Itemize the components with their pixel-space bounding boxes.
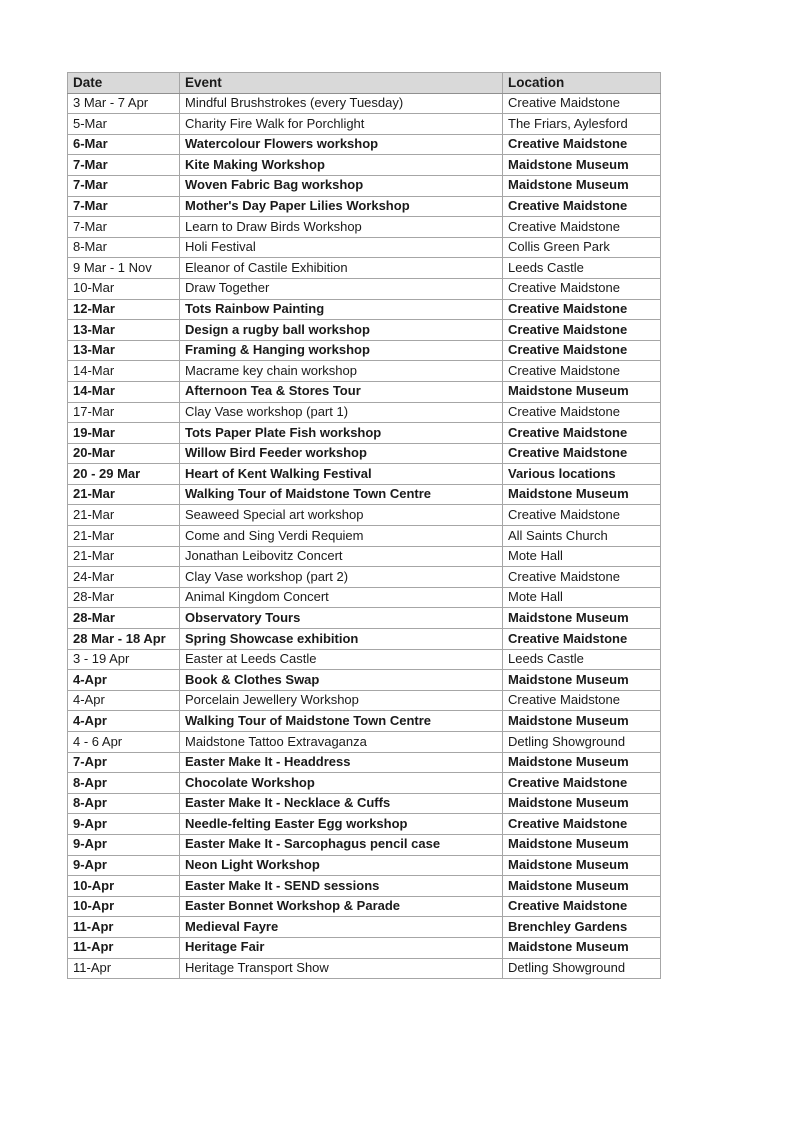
location-cell: Creative Maidstone — [503, 690, 661, 711]
column-header-date: Date — [68, 73, 180, 94]
event-cell: Kite Making Workshop — [180, 155, 503, 176]
event-cell: Chocolate Workshop — [180, 773, 503, 794]
location-cell: Creative Maidstone — [503, 217, 661, 238]
event-cell: Heart of Kent Walking Festival — [180, 464, 503, 485]
location-cell: Maidstone Museum — [503, 855, 661, 876]
table-row — [68, 649, 661, 670]
date-cell: 6-Mar — [68, 134, 180, 155]
location-cell: Creative Maidstone — [503, 814, 661, 835]
location-cell: Maidstone Museum — [503, 381, 661, 402]
event-cell: Clay Vase workshop (part 1) — [180, 402, 503, 423]
location-cell: Creative Maidstone — [503, 629, 661, 650]
table-row — [68, 278, 661, 299]
table-row — [68, 402, 661, 423]
event-cell: Easter Make It - SEND sessions — [180, 876, 503, 897]
table-row — [68, 134, 661, 155]
date-cell: 13-Mar — [68, 340, 180, 361]
header-row — [68, 73, 661, 94]
location-cell: Mote Hall — [503, 546, 661, 567]
event-cell: Tots Rainbow Painting — [180, 299, 503, 320]
location-cell: Creative Maidstone — [503, 896, 661, 917]
date-cell: 28 Mar - 18 Apr — [68, 629, 180, 650]
location-cell: Creative Maidstone — [503, 505, 661, 526]
location-cell: The Friars, Aylesford — [503, 114, 661, 135]
table-row — [68, 876, 661, 897]
event-cell: Jonathan Leibovitz Concert — [180, 546, 503, 567]
table-row — [68, 464, 661, 485]
date-cell: 8-Apr — [68, 793, 180, 814]
location-cell: Leeds Castle — [503, 258, 661, 279]
date-cell: 8-Apr — [68, 773, 180, 794]
table-row — [68, 258, 661, 279]
event-cell: Mindful Brushstrokes (every Tuesday) — [180, 93, 503, 114]
location-cell: Collis Green Park — [503, 237, 661, 258]
location-cell: Maidstone Museum — [503, 670, 661, 691]
date-cell: 28-Mar — [68, 587, 180, 608]
table-row — [68, 93, 661, 114]
event-cell: Spring Showcase exhibition — [180, 629, 503, 650]
location-cell: Maidstone Museum — [503, 711, 661, 732]
location-cell: Creative Maidstone — [503, 443, 661, 464]
table-row — [68, 114, 661, 135]
date-cell: 10-Apr — [68, 876, 180, 897]
table-row — [68, 320, 661, 341]
event-cell: Learn to Draw Birds Workshop — [180, 217, 503, 238]
location-cell: Creative Maidstone — [503, 299, 661, 320]
date-cell: 14-Mar — [68, 381, 180, 402]
date-cell: 7-Mar — [68, 196, 180, 217]
date-cell: 4-Apr — [68, 670, 180, 691]
date-cell: 9 Mar - 1 Nov — [68, 258, 180, 279]
event-cell: Afternoon Tea & Stores Tour — [180, 381, 503, 402]
location-cell: Maidstone Museum — [503, 484, 661, 505]
location-cell: Maidstone Museum — [503, 155, 661, 176]
date-cell: 3 Mar - 7 Apr — [68, 93, 180, 114]
table-row — [68, 443, 661, 464]
location-cell: Maidstone Museum — [503, 175, 661, 196]
table-body — [68, 93, 661, 979]
event-cell: Mother's Day Paper Lilies Workshop — [180, 196, 503, 217]
date-cell: 21-Mar — [68, 526, 180, 547]
date-cell: 9-Apr — [68, 855, 180, 876]
date-cell: 11-Apr — [68, 958, 180, 979]
event-cell: Come and Sing Verdi Requiem — [180, 526, 503, 547]
event-cell: Eleanor of Castile Exhibition — [180, 258, 503, 279]
location-cell: Creative Maidstone — [503, 402, 661, 423]
table-row — [68, 690, 661, 711]
table-row — [68, 937, 661, 958]
location-cell: Creative Maidstone — [503, 567, 661, 588]
event-cell: Book & Clothes Swap — [180, 670, 503, 691]
event-cell: Walking Tour of Maidstone Town Centre — [180, 711, 503, 732]
event-cell: Charity Fire Walk for Porchlight — [180, 114, 503, 135]
location-cell: Leeds Castle — [503, 649, 661, 670]
location-cell: Detling Showground — [503, 732, 661, 753]
table-row — [68, 217, 661, 238]
table-row — [68, 917, 661, 938]
location-cell: Maidstone Museum — [503, 793, 661, 814]
event-cell: Neon Light Workshop — [180, 855, 503, 876]
table-row — [68, 814, 661, 835]
date-cell: 13-Mar — [68, 320, 180, 341]
column-header-event: Event — [180, 73, 503, 94]
table-row — [68, 629, 661, 650]
date-cell: 9-Apr — [68, 814, 180, 835]
event-cell: Tots Paper Plate Fish workshop — [180, 423, 503, 444]
event-cell: Porcelain Jewellery Workshop — [180, 690, 503, 711]
location-cell: Detling Showground — [503, 958, 661, 979]
table-row — [68, 732, 661, 753]
event-cell: Clay Vase workshop (part 2) — [180, 567, 503, 588]
date-cell: 11-Apr — [68, 937, 180, 958]
table-row — [68, 526, 661, 547]
table-row — [68, 587, 661, 608]
location-cell: Maidstone Museum — [503, 834, 661, 855]
event-cell: Woven Fabric Bag workshop — [180, 175, 503, 196]
location-cell: Brenchley Gardens — [503, 917, 661, 938]
event-cell: Animal Kingdom Concert — [180, 587, 503, 608]
table-row — [68, 670, 661, 691]
date-cell: 17-Mar — [68, 402, 180, 423]
location-cell: Creative Maidstone — [503, 278, 661, 299]
location-cell: Creative Maidstone — [503, 134, 661, 155]
date-cell: 12-Mar — [68, 299, 180, 320]
location-cell: Creative Maidstone — [503, 320, 661, 341]
event-cell: Observatory Tours — [180, 608, 503, 629]
table-row — [68, 237, 661, 258]
table-row — [68, 299, 661, 320]
table-row — [68, 155, 661, 176]
event-cell: Framing & Hanging workshop — [180, 340, 503, 361]
events-table — [67, 72, 661, 979]
location-cell: All Saints Church — [503, 526, 661, 547]
location-cell: Maidstone Museum — [503, 752, 661, 773]
event-cell: Holi Festival — [180, 237, 503, 258]
event-cell: Watercolour Flowers workshop — [180, 134, 503, 155]
location-cell: Creative Maidstone — [503, 340, 661, 361]
table-row — [68, 793, 661, 814]
table-row — [68, 175, 661, 196]
date-cell: 20 - 29 Mar — [68, 464, 180, 485]
date-cell: 19-Mar — [68, 423, 180, 444]
date-cell: 20-Mar — [68, 443, 180, 464]
date-cell: 4-Apr — [68, 690, 180, 711]
event-cell: Easter Make It - Sarcophagus pencil case — [180, 834, 503, 855]
table-row — [68, 361, 661, 382]
date-cell: 11-Apr — [68, 917, 180, 938]
table-row — [68, 567, 661, 588]
table-row — [68, 896, 661, 917]
date-cell: 7-Apr — [68, 752, 180, 773]
date-cell: 7-Mar — [68, 217, 180, 238]
date-cell: 9-Apr — [68, 834, 180, 855]
table-row — [68, 711, 661, 732]
event-cell: Easter at Leeds Castle — [180, 649, 503, 670]
location-cell: Creative Maidstone — [503, 773, 661, 794]
table-row — [68, 855, 661, 876]
location-cell: Maidstone Museum — [503, 876, 661, 897]
table-row — [68, 608, 661, 629]
date-cell: 10-Apr — [68, 896, 180, 917]
table-row — [68, 546, 661, 567]
location-cell: Creative Maidstone — [503, 361, 661, 382]
table-row — [68, 773, 661, 794]
date-cell: 7-Mar — [68, 155, 180, 176]
event-cell: Needle-felting Easter Egg workshop — [180, 814, 503, 835]
table-row — [68, 752, 661, 773]
date-cell: 5-Mar — [68, 114, 180, 135]
location-cell: Creative Maidstone — [503, 93, 661, 114]
date-cell: 8-Mar — [68, 237, 180, 258]
date-cell: 21-Mar — [68, 546, 180, 567]
location-cell: Various locations — [503, 464, 661, 485]
location-cell: Creative Maidstone — [503, 196, 661, 217]
date-cell: 7-Mar — [68, 175, 180, 196]
event-cell: Easter Make It - Headdress — [180, 752, 503, 773]
date-cell: 14-Mar — [68, 361, 180, 382]
table-row — [68, 484, 661, 505]
date-cell: 4-Apr — [68, 711, 180, 732]
event-cell: Easter Bonnet Workshop & Parade — [180, 896, 503, 917]
event-cell: Draw Together — [180, 278, 503, 299]
table-row — [68, 505, 661, 526]
date-cell: 3 - 19 Apr — [68, 649, 180, 670]
event-cell: Design a rugby ball workshop — [180, 320, 503, 341]
event-cell: Macrame key chain workshop — [180, 361, 503, 382]
column-header-location: Location — [503, 73, 661, 94]
date-cell: 21-Mar — [68, 484, 180, 505]
location-cell: Creative Maidstone — [503, 423, 661, 444]
date-cell: 28-Mar — [68, 608, 180, 629]
date-cell: 24-Mar — [68, 567, 180, 588]
event-cell: Heritage Transport Show — [180, 958, 503, 979]
date-cell: 10-Mar — [68, 278, 180, 299]
event-cell: Easter Make It - Necklace & Cuffs — [180, 793, 503, 814]
event-cell: Willow Bird Feeder workshop — [180, 443, 503, 464]
date-cell: 21-Mar — [68, 505, 180, 526]
location-cell: Mote Hall — [503, 587, 661, 608]
location-cell: Maidstone Museum — [503, 608, 661, 629]
event-cell: Seaweed Special art workshop — [180, 505, 503, 526]
event-cell: Walking Tour of Maidstone Town Centre — [180, 484, 503, 505]
table-row — [68, 958, 661, 979]
date-cell: 4 - 6 Apr — [68, 732, 180, 753]
table-row — [68, 196, 661, 217]
table-row — [68, 423, 661, 444]
location-cell: Maidstone Museum — [503, 937, 661, 958]
event-cell: Maidstone Tattoo Extravaganza — [180, 732, 503, 753]
event-cell: Heritage Fair — [180, 937, 503, 958]
table-row — [68, 834, 661, 855]
event-cell: Medieval Fayre — [180, 917, 503, 938]
table-row — [68, 381, 661, 402]
table-row — [68, 340, 661, 361]
